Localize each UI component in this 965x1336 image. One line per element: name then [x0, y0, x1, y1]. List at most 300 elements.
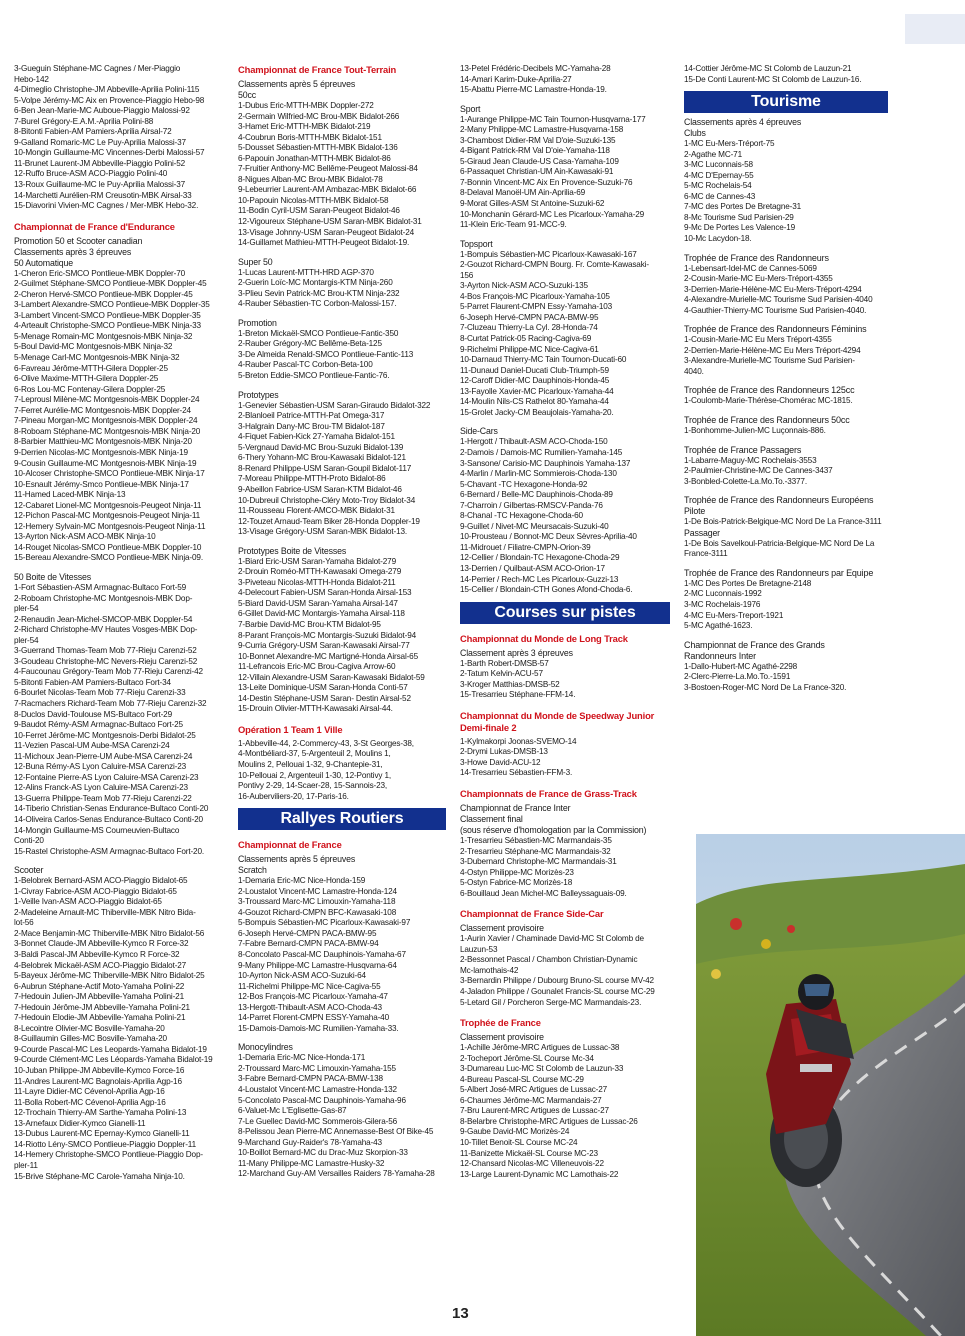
category-label: Prototypes Boite de Vitesses: [238, 545, 347, 556]
result-line: 9-Curria Grégory-USM Saran-Kawasaki Airsal-77: [238, 641, 410, 651]
result-line: 8-Chanal -TC Hexagone-Choda-60: [460, 511, 583, 521]
result-line: 2-Derrien-Marie-Hélène-MC Eu Mers Tréport-4294: [684, 345, 861, 355]
result-line: 10-Bonnet Alexandre-MC Martigné-Honda Airsal-65: [238, 651, 418, 661]
result-line: 10-Juban Philippe-JM Abbeville-Kymco Force-16: [14, 1066, 185, 1076]
result-line: 1-Breton Mickaël-SMCO Pontlieue-Fantic-350: [238, 328, 399, 338]
trophy-heading-text: Trophée de France des Randonneurs 50cc: [684, 415, 850, 426]
trophy-heading-text: Trophée de France des Randonneurs Européens: [684, 495, 874, 506]
result-line: 9-Derrien Nicolas-MC Montgesnois-MBK Ninja-19: [14, 447, 188, 457]
category-label: Scooter: [14, 865, 44, 876]
result-line: 12-Caroff Didier-MC Dauphinois-Honda-45: [460, 376, 610, 386]
result-line: 13-Dubus Laurent-MC Epernay-Kymco Gianelli-11: [14, 1129, 190, 1139]
result-line: 9-Many Philippe-MC Lamastre-Husqvarna-64: [238, 960, 397, 970]
result-line: 156: [460, 270, 474, 280]
trophy-heading: [684, 253, 888, 264]
result-line: 12-Pichon Pascal-MC Montgesnois-Peugeot Ninja-11: [14, 511, 201, 521]
result-line: 15-Rastel Christophe-ASM Armagnac-Bultaco Fort-20.: [14, 846, 204, 856]
result-line: 1-Veille Ivan-ASM ACO-Piaggio Bidalot-65: [14, 897, 162, 907]
results-list: [460, 250, 670, 419]
result-line: 2-Mace Benjamin-MC Thiberville-MBK Nitro Bidalot-56: [14, 928, 205, 938]
result-line: 5-Giraud Jean Claude-US Casa-Yamaha-109: [460, 156, 619, 166]
result-line: 4-Rauber Sébastien-TC Corbon-Malossi-157.: [238, 299, 397, 309]
category-label: Scratch: [238, 865, 267, 876]
result-line: 4-Jaladon Philippe / Gounalet Francis-SL course MC-29: [460, 987, 655, 996]
result-line: 11-Rousseau Florent-AMCO-MBK Bidalot-31: [238, 506, 395, 516]
category-label: 50 Automatique: [14, 257, 74, 268]
result-line: 14-Destin Stéphane-USM Saran- Destin Airsal-52: [238, 693, 411, 703]
result-line: 12-Ruffo Bruce-ASM ACO-Piaggio Polini-40: [14, 169, 168, 179]
result-line: 7-Burel Grégory-E.A.M.-Aprilia Polini-88: [14, 116, 154, 126]
result-line: 6-MC de Cannes-43: [684, 191, 756, 201]
result-line: 5-Parret Flaurent-CMPN Essy-Yamaha-103: [460, 302, 613, 312]
result-line: 13-Roux Guillaume-MC le Puy-Aprilia Malossi-37: [14, 180, 186, 190]
section-title-text: Championnat du Monde de Speedway Junior: [460, 709, 655, 721]
result-line: 9-Morat Gilles-ASM St Antoine-Suzuki-62: [460, 199, 605, 209]
result-line: 7-Racmachers Richard-Team Mob 77-Rieju Carenzi-32: [14, 698, 207, 708]
result-line: 7-Pineau Morgan-MC Montgesnois-MBK Doppler-24: [14, 416, 198, 426]
results-list: [14, 64, 222, 212]
category-label: Pilote: [684, 506, 706, 517]
results-list: [460, 737, 670, 779]
trophy-heading-text: Trophée de France des Randonneurs par Equipe: [684, 567, 874, 578]
category-label: Monocylindres: [238, 1042, 293, 1053]
result-line: 3-Lambert Vincent-SMCO Pontlieue-MBK Doppler-35: [14, 310, 201, 320]
result-line: 10-Mongin Guillaume-MC Vincennes-Derbi Malossi-57: [14, 148, 205, 158]
trophy-heading: [684, 495, 888, 506]
result-line: 6-Olive Maxime-MTTH-Gilera Doppler-25: [14, 374, 159, 384]
result-line: 7-Hedouin Elodie-JM Abbeville-Yamaha Polini-21: [14, 1013, 186, 1023]
result-line: 11-Bodin Cyril-USM Saran-Peugeot Bidalot-46: [238, 206, 400, 216]
result-line: 14-Hemery Christophe-SMCO Pontlieue-Piaggio Dop-: [14, 1150, 203, 1160]
category-label: Classement après 3 épreuves: [460, 647, 573, 658]
result-line: 9-Marchand Guy-Raider's 78-Yamaha-43: [238, 1137, 382, 1147]
result-line: 12-Alins Franck-AS Lyon Caluire-MSA Carenzi-23: [14, 783, 188, 793]
result-line: Lauzun-53: [460, 944, 498, 954]
section-title-text: Opération 1 Team 1 Ville: [238, 723, 343, 735]
result-line: 5-Boul David-MC Montgesnois-MBK Ninja-32: [14, 342, 173, 352]
result-line: 2-Tatum Kelvin-ACU-57: [460, 669, 543, 679]
result-line: 10-Dubreuil Christophe-Cléry Moto-Troy Bidalot-34: [238, 495, 416, 505]
results-list: [460, 836, 670, 899]
result-line: 2-Guilmet Stéphane-SMCO Pontlieue-MBK Doppler-45: [14, 279, 207, 289]
result-line: 14-Tiberio Christian-Senas Endurance-Bultaco Conti-20: [14, 804, 209, 814]
result-line: 6-Gillet David-MC Montargis-Yamaha Airsal-118: [238, 609, 405, 619]
result-line: 15-Damois-Damois-MC Rumilien-Yamaha-33.: [238, 1023, 399, 1033]
result-line: 11-Vezien Pascal-UM Aube-MSA Carenzi-24: [14, 741, 170, 751]
result-line: 4-Arteault Christophe-SMCO Pontlieue-MBK Ninja-33: [14, 321, 201, 331]
result-line: 3-Bonbled-Colette-La.Mo.To.-3377.: [684, 476, 807, 486]
result-line: 1-Bonhomme-Julien-MC Luçonnais-886.: [684, 426, 826, 436]
result-line: 10-Darnaud Thierry-MC Tain Tournon-Ducati-60: [460, 355, 627, 365]
result-line: 3-Bernardin Philippe / Dubourg Bruno-SL course MV-42: [460, 976, 654, 986]
result-line: 4-Loustalot Vincent-MC Lamastre-Honda-132: [238, 1085, 397, 1095]
result-line: 3-Troussard Marc-MC Limouxin-Yamaha-118: [238, 897, 396, 907]
result-line: 14-Riotto Lény-SMCO Pontlieue-Piaggio Doppler-11: [14, 1139, 196, 1149]
result-line: 9-Galland Romaric-MC Le Puy-Aprilia Malossi-37: [14, 137, 186, 147]
result-line: 14-Mongin Guillaume-MS Courneuvien-Bultaco: [14, 825, 180, 835]
result-line: 12-Cellier / Blondain-TC Hexagone-Choda-29: [460, 553, 620, 563]
trophy-heading-text: Trophée de France Passagers: [684, 444, 802, 455]
result-line: 9-Gaube David-MC Morizès-24: [460, 1127, 570, 1137]
result-line: 10-Monchanin Gérard-MC Les Picarloux-Yamaha-29: [460, 209, 645, 219]
result-line: 4-Faucounau Grégory-Team Mob 77-Rieju Carenzi-42: [14, 667, 203, 677]
result-line: 5-Albert José-MRC Artigues de Lussac-27: [460, 1085, 608, 1095]
result-line: pler-54: [14, 635, 39, 645]
result-line: 4-Bigant Patrick-RM Val D'oie-Yamaha-118: [460, 146, 610, 156]
result-line: 4-Belobrek Mickaël-ASM ACO-Piaggio Bidalot-27: [14, 960, 187, 970]
result-line: 7-Hedouin Julien-JM Abbeville-Yamaha Polini-21: [14, 992, 184, 1002]
results-list: [238, 268, 446, 310]
category-label: Super 50: [238, 256, 273, 267]
result-line: 2-Tocheport Jérôme-SL Course Mc-34: [460, 1053, 594, 1063]
result-line: 8-Delaval Manoël-UM Ain-Aprilia-69: [460, 188, 586, 198]
category-label: 50cc: [238, 90, 256, 100]
motorcycle-photo: [696, 834, 965, 1336]
result-line: 2-Damois / Damois-MC Rumilien-Yamaha-145: [460, 447, 623, 457]
result-line: 3-Lambert Alexandre-SMCO Pontlieue-MBK Doppler-35: [14, 300, 210, 310]
section-title: [460, 633, 670, 645]
trophy-heading: [684, 385, 888, 396]
result-line: 12-Touzet Arnaud-Team Biker 28-Honda Doppler-19: [238, 516, 420, 526]
result-line: 10-Papouin Nicolas-MTTH-MBK Bidalot-58: [238, 195, 389, 205]
result-line: 1-Tresarrieu Sébastien-MC Marmandais-35: [460, 835, 612, 845]
result-line: 11-Midrouet / Filiatre-CMPN-Orion-39: [460, 542, 591, 552]
result-line: 13-Guerra Philippe-Team Mob 77-Rieju Carenzi-22: [14, 793, 192, 803]
result-line: 7-Leprousl Milène-MC Montgesnois-MBK Doppler-24: [14, 395, 200, 405]
trophy-heading-text: Trophée de France des Randonneurs 125cc: [684, 385, 855, 396]
result-line: 3-Fabre Bernard-CMPN PACA-BMW-138: [238, 1074, 383, 1084]
result-line: pler-54: [14, 604, 39, 614]
result-line: 2-Clerc-Pierre-La.Mo.To.-1591: [684, 672, 791, 682]
result-line: 8-Duclos David-Toulouse MS-Bultaco Fort-29: [14, 709, 172, 719]
category-label: Clubs: [684, 128, 706, 139]
result-line: 14-Perrier / Rech-MC Les Picarloux-Guzzi-13: [460, 574, 619, 584]
result-line: 1-Labarre-Maguy-MC Rochelais-3553: [684, 455, 817, 465]
result-line: 13-Large Laurent-Dynamic MC Lamothais-22: [460, 1169, 619, 1179]
category-label: Classements après 5 épreuves: [238, 79, 356, 89]
trophy-heading-text: Randonneurs Inter: [684, 650, 756, 661]
result-line: 2-Agathe MC-71: [684, 149, 742, 159]
result-line: 10-Ferret Jérôme-MC Montgesnois-Derbi Bidalot-25: [14, 730, 196, 740]
result-line: 5-Menage Romain-MC Montgesnois-MBK Ninja-32: [14, 331, 193, 341]
result-line: 9-Abeillon Fabrice-USM Saran-KTM Bidalot-46: [238, 484, 402, 494]
result-line: 9-Guillet / Nivet-MC Meursacais-Suzuki-40: [460, 521, 609, 531]
results-list: [238, 329, 446, 382]
result-line: 7-MC des Portes De Bretagne-31: [684, 202, 802, 212]
result-line: 10-Alcoser Christophe-SMCO Pontlieue-MBK Ninja-17: [14, 469, 205, 479]
section-title: [14, 221, 222, 233]
results-list: [238, 876, 446, 1034]
result-line: 2-Tresarrieu Stéphane-MC Marmandais-32: [460, 846, 611, 856]
result-line: 3-Howe David-ACU-12: [460, 757, 541, 767]
category-label: Classement provisoire: [460, 923, 544, 934]
result-line: 14-Rouget Nicolas-SMCO Pontlieue-MBK Doppler-10: [14, 542, 202, 552]
result-line: 3-Chambost Didier-RM Val D'oie-Suzuki-135: [460, 135, 616, 145]
result-line: 3-Goudeau Christophe-MC Nevers-Rieju Carenzi-52: [14, 656, 198, 666]
category-label: Passager: [684, 527, 720, 538]
result-line: 6-Papouin Jonathan-MTTH-MBK Bidalot-86: [238, 153, 391, 163]
result-line: 9-Richelmi Philippe-MC Nice-Cagiva-61: [460, 344, 599, 354]
result-line: 3-Hamet Eric-MTTH-MBK Bidalot-219: [238, 122, 371, 132]
category-label: 50 Boite de Vitesses: [14, 571, 92, 582]
result-line: 12-Marchand Guy-AM Versailles Raiders 78-Yamaha-28: [238, 1169, 435, 1179]
result-line: 4-Fiquet Fabien-Kick 27-Yamaha Bidalot-151: [238, 432, 395, 442]
result-line: 9-Lebeurrier Laurent-AM Ambazac-MBK Bidalot-66: [238, 185, 417, 195]
column-3: [460, 64, 670, 1180]
result-line: 4-Marlin / Marlin-MC Sommierois-Choda-130: [460, 469, 617, 479]
result-line: 1-Civray Fabrice-ASM ACO-Piaggio Bidalot-65: [14, 886, 177, 896]
result-line: 13-Leite Dominique-USM Saran-Honda Conti-57: [238, 683, 408, 693]
result-line: 15-Bereau Alexandre-SMCO Pontlieue-MBK Ninja-09.: [14, 553, 203, 563]
results-list: [14, 269, 222, 564]
section-title: [238, 839, 446, 851]
results-list: [238, 1053, 446, 1180]
result-line: 1-Demaria Eric-MC Nice-Honda-171: [238, 1053, 366, 1063]
result-line: 2-Roboam Christophe-MC Montgesnois-MBK Dop-: [14, 593, 193, 603]
result-line: 5-Concolato Pascal-MC Dauphinois-Yamaha-96: [238, 1095, 406, 1105]
result-line: 3-Dubernard Christophe-MC Marmandais-31: [460, 857, 617, 867]
result-line: 7-Charroin / Gilbertas-RMSCV-Panda-76: [460, 500, 603, 510]
result-line: 4-Coubrun Boris-MTTH-MBK Bidalot-151: [238, 132, 382, 142]
result-line: 11-Klein Eric-Team 91-MCC-9.: [460, 220, 567, 230]
result-line: 8-Belarbre Christophe-MRC Artigues de Lussac-26: [460, 1116, 638, 1126]
result-line: 6-Favreau Jérôme-MTTH-Gilera Doppler-25: [14, 363, 168, 373]
result-line: lot-56: [14, 918, 34, 928]
result-line: 1-Barth Robert-DMSB-57: [460, 658, 549, 668]
result-line: 10-Esnault Jérémy-Smco Pontlieue-MBK Ninja-17: [14, 479, 189, 489]
result-line: 8-Roboam Stéphane-MC Montgesnois-MBK Ninja-20: [14, 426, 201, 436]
results-list: [14, 876, 222, 1182]
result-line: 1-Demaria Eric-MC Nice-Honda-159: [238, 876, 366, 886]
result-line: 2-Renaudin Jean-Michel-SMCOP-MBK Doppler-54: [14, 614, 193, 624]
results-list: [460, 1043, 670, 1180]
result-line: 1-De Bois-Patrick-Belgique-MC Nord De La France-3111: [684, 517, 882, 527]
section-title: [238, 724, 446, 736]
result-line: 10-Tillet Benoit-SL Course MC-24: [460, 1138, 578, 1148]
result-line: 12-Villain Alexandre-USM Saran-Kawasaki Bidalot-59: [238, 672, 425, 682]
result-line: 6-Ros Lou-MC Fontenay-Gilera Doppler-25: [14, 384, 166, 394]
section-title-text: Trophée de France: [460, 1017, 541, 1029]
result-line: 4-MC D'Epernay-55: [684, 170, 754, 180]
result-line: 7-Hedouin Jérôme-JM Abbeville-Yamaha Polini-21: [14, 1002, 190, 1012]
top-margin: [0, 0, 965, 60]
section-title-text: Championnat du Monde de Long Track: [460, 632, 628, 644]
result-line: 1-Bompuis Sébastien-MC Picarloux-Kawasaki-167: [460, 249, 637, 259]
category-label: Classements après 3 épreuves: [14, 246, 132, 257]
result-line: 1-MC Des Portes De Bretagne-2148: [684, 578, 812, 588]
result-line: 6-Thery Yohann-MC Brou-Kawasaki Bidalot-121: [238, 453, 406, 463]
result-line: 3-Gueguin Stéphane-MC Cagnes / Mer-Piaggio: [14, 64, 181, 73]
result-line: 13-Arnefaux Didier-Kymco Gianelli-11: [14, 1118, 146, 1128]
result-line: 15-Grolet Jacky-CM Beaujolais-Yamaha-20.: [460, 407, 614, 417]
result-line: 2-Blanloeil Patrice-MTTH-Pat Omega-317: [238, 411, 385, 421]
result-line: 8-Curtat Patrick-05 Racing-Cagiva-69: [460, 334, 592, 344]
result-line: 1-MC Eu-Mers-Tréport-75: [684, 139, 775, 149]
result-line: 3-Guerrand Thomas-Team Mob 77-Rieju Carenzi-52: [14, 646, 197, 656]
result-line: Moulins 2, Pellouai 1-32, 9-Chantepie-31,: [238, 759, 383, 769]
result-line: 2-Many Philippe-MC Lamastre-Husqvarna-158: [460, 125, 624, 135]
result-line: 8-Bitonti Fabien-AM Pamiers-Aprilia Airsal-72: [14, 127, 172, 137]
results-list: [684, 662, 888, 694]
result-line: 6-Joseph Hervé-CMPN PACA-BMW-95: [460, 312, 599, 322]
result-line: 1-Genevier Sébastien-USM Saran-Giraudo Bidalot-322: [238, 400, 431, 410]
result-line: Mc-lamothais-42: [460, 965, 519, 975]
result-line: 12-Cabaret Lionel-MC Montgesnois-Peugeot Ninja-11: [14, 500, 202, 510]
category-label: Side-Cars: [460, 426, 498, 437]
section-title-text: Championnat de France Tout-Terrain: [238, 64, 397, 75]
result-line: 13-Petel Frédéric-Decibels MC-Yamaha-28: [460, 64, 611, 73]
category-label: Classement provisoire: [460, 1032, 544, 1043]
result-line: 9-Baudot Rémy-ASM Armagnac-Bultaco Fort-25: [14, 720, 183, 730]
result-line: 8-Lecointre Olivier-MC Bosville-Yamaha-20: [14, 1023, 165, 1033]
result-line: 7-Barbie David-MC Brou-KTM Bidalot-95: [238, 619, 381, 629]
column-2: [238, 64, 446, 1180]
result-line: 4-Alexandre-Murielle-MC Tourisme Sud Parisien-4040: [684, 295, 873, 305]
result-line: 12-Hemery Sylvain-MC Montgesnois-Peugeot Ninja-11: [14, 521, 206, 531]
result-line: 2-Drymi Lukas-DMSB-13: [460, 747, 548, 757]
result-line: 5-Chavant -TC Hexagone-Honda-92: [460, 479, 588, 489]
result-line: 11-Andres Laurent-MC Bagnolais-Aprilia Agp-16: [14, 1076, 182, 1086]
result-line: 7-Fabre Bernard-CMPN PACA-BMW-94: [238, 939, 379, 949]
result-line: 1-De Bois Savelkoul-Patricia-Belgique-MC Nord De La: [684, 538, 875, 548]
section-banner: Courses sur pistes: [460, 602, 670, 624]
result-line: 2-Drouin Roméo-MTTH-Kawasaki Omega-279: [238, 567, 402, 577]
result-line: 10-Ayrton Nick-ASM ACO-Suzuki-64: [238, 971, 366, 981]
category-label: Promotion 50 et Scooter canadian: [14, 235, 143, 246]
result-line: 5-Breton Eddie-SMCO Pontlieue-Fantic-76.: [238, 371, 390, 381]
result-line: 2-Bessonnet Pascal / Chambon Christian-Dynamic: [460, 955, 638, 965]
result-line: 15-Drouin Olivier-MTTH-Kawasaki Airsal-44.: [238, 704, 393, 714]
result-line: 5-Ostyn Fabrice-MC Morizès-18: [460, 878, 573, 888]
result-line: 3-Ayrton Nick-ASM ACO-Suzuki-135: [460, 281, 588, 291]
result-line: 1-Coulomb-Marie-Thérèse-Chomérac MC-1815.: [684, 396, 853, 406]
result-line: 3-Dumareau Luc-MC St Colomb de Lauzun-33: [460, 1064, 624, 1074]
result-line: 12-Fontaine Pierre-AS Lyon Caluire-MSA Carenzi-23: [14, 772, 199, 782]
result-line: 5-MC Agathé-1623.: [684, 621, 753, 631]
section-title: [460, 710, 670, 734]
trophy-heading-text: Trophée de France des Randonneurs Féminins: [684, 324, 867, 335]
result-line: 6-Bernard / Belle-MC Dauphinois-Choda-89: [460, 490, 613, 500]
result-line: 14-Parret Florent-CMPN ESSY-Yamaha-40: [238, 1013, 389, 1023]
result-line: 6-Ben Jean-Marie-MC Auboue-Piaggio Malossi-92: [14, 106, 190, 116]
result-line: 16-Auberviliers-20, 17-Paris-16.: [238, 791, 349, 801]
result-line: 7-Moreau Philippe-MTTH-Proto Bidalot-86: [238, 474, 386, 484]
result-line: 1-Lucas Laurent-MTTH-HRD AGP-370: [238, 267, 374, 277]
result-line: 3-Piveteau Nicolas-MTTH-Honda Bidalot-211: [238, 577, 396, 587]
trophy-heading-text: Championnat de France des Grands: [684, 639, 825, 650]
results-list: [684, 517, 888, 528]
result-line: 1-Abbeville-44, 2-Commercy-43, 3-St Georges-38,: [238, 738, 414, 748]
result-line: 8-Parant François-MC Montargis-Suzuki Bidalot-94: [238, 630, 416, 640]
results-list: [684, 139, 888, 244]
section-title: [460, 908, 670, 920]
result-line: Conti-20: [14, 836, 44, 846]
category-label: Classement final: [460, 813, 523, 824]
result-line: 2-Gouzot Richard-CMPN Bourg. Fr. Comte-Kawasaki-: [460, 260, 649, 270]
result-line: 4-Ostyn Philippe-MC Morizès-23: [460, 867, 574, 877]
result-line: 2-Paulmier-Christine-MC De Cannes-3437: [684, 466, 833, 476]
section-title-text: Championnat de France d'Endurance: [14, 220, 175, 232]
result-line: 1-Aurin Xavier / Chaminade David-MC St Colomb de: [460, 934, 644, 944]
result-line: 5-Letard Gil / Porcheron Serge-MC Marmandais-23.: [460, 997, 642, 1007]
result-line: 12-Chansard Nicolas-MC Villeneuvois-22: [460, 1159, 604, 1169]
result-line: 5-Menage Carl-MC Montgesnois-MBK Ninja-32: [14, 353, 180, 363]
result-line: 2-Germain Wilfried-MC Brou-MBK Bidalot-266: [238, 111, 400, 121]
result-line: 4-Montbéliard-37, 5-Argenteuil 2, Moulins 1,: [238, 749, 391, 759]
result-line: 6-Bourlet Nicolas-Team Mob 77-Rieju Carenzi-33: [14, 688, 186, 698]
trophy-heading: [684, 445, 888, 456]
result-line: 5-MC Rochelais-54: [684, 181, 752, 191]
section-title: [460, 1017, 670, 1029]
result-line: 11-Brunet Laurent-JM Abbeville-Piaggio Polini-52: [14, 158, 186, 168]
results-list: [238, 401, 446, 538]
result-line: 7-Bru Laurent-MRC Artigues de Lussac-27: [460, 1106, 609, 1116]
result-line: 12-Trochain Thierry-AM Sarthe-Yamaha Polini-13: [14, 1108, 187, 1118]
section-title-text: Championnat de France: [238, 839, 342, 851]
trophy-heading-text: Trophée de France des Randonneurs: [684, 252, 829, 263]
results-list: [14, 583, 222, 857]
result-line: 15-Tresarrieu Stéphane-FFM-14.: [460, 690, 576, 700]
result-line: 12-Vigoureux Stéphane-USM Saran-MBK Bidalot-31: [238, 217, 422, 227]
result-line: 8-Barbier Matthieu-MC Montgesnois-MBK Ninja-20: [14, 437, 192, 447]
trophy-heading: [684, 324, 888, 335]
results-list: [684, 426, 888, 437]
results-list: [460, 115, 670, 231]
result-line: 4-Bos François-MC Picarloux-Yamaha-105: [460, 291, 610, 301]
result-line: Hebo-142: [14, 74, 49, 84]
result-line: 3-Bonnet Claude-JM Abbeville-Kymco R Force-32: [14, 939, 189, 949]
result-line: 7-Cluzeau Thierry-La Cyl. 28-Honda-74: [460, 323, 598, 333]
result-line: 4040.: [684, 366, 704, 376]
result-line: 15-Abattu Pierre-MC Lamastre-Honda-19.: [460, 85, 607, 95]
result-line: 4-Delecourt Fabien-USM Saran-Honda Airsal-153: [238, 588, 412, 598]
results-list: [238, 557, 446, 715]
result-line: 13-Ayrton Nick-ASM ACO-MBK Ninja-10: [14, 532, 156, 542]
result-line: 8-Nigues Alban-MC Brou-MBK Bidalot-78: [238, 174, 383, 184]
result-line: 14-Marchetti Aurélien-RM Creusotin-MBK Airsal-33: [14, 190, 192, 200]
result-line: 10-Mc Lacydon-18.: [684, 234, 752, 244]
result-line: 9-Cousin Guillaume-MC Montgesnois-MBK Ninja-19: [14, 458, 197, 468]
result-line: 1-Aurange Philippe-MC Tain Tournon-Husqvarna-177: [460, 114, 646, 124]
result-line: 5-Dousset Sébastien-MTTH-MBK Bidalot-136: [238, 143, 398, 153]
result-line: 11-Richelmi Philippe-MC Nice-Cagiva-55: [238, 981, 381, 991]
results-list: [238, 101, 446, 249]
result-line: 10-Boillot Bernard-MC du Drac-Muz Skorpion-33: [238, 1148, 408, 1158]
result-line: 6-Joseph Hervé-CMPN PACA-BMW-95: [238, 928, 377, 938]
category-label: Sport: [460, 103, 481, 114]
result-line: 3-Sansone/ Carisio-MC Dauphinois Yamaha-137: [460, 458, 631, 468]
result-line: 3-MC Luconnais-58: [684, 160, 753, 170]
result-line: 2-Cousin-Marie-MC Eu-Mers-Tréport-4355: [684, 274, 833, 284]
result-line: 1-Belobrek Bernard-ASM ACO-Piaggio Bidalot-65: [14, 876, 188, 886]
result-line: 14-Amari Karim-Duke-Aprilia-27: [460, 74, 572, 84]
column-1: [14, 64, 222, 1182]
result-line: 3-De Almeida Renald-SMCO Pontlieue-Fantic-113: [238, 349, 414, 359]
result-line: 8-Guillaumin Gilles-MC Bosville-Yamaha-20: [14, 1034, 167, 1044]
results-list: [684, 456, 888, 488]
result-line: 1-Cousin-Marie-MC Eu Mers Tréport-4355: [684, 335, 832, 345]
result-line: 1-Dubus Eric-MTTH-MBK Doppler-272: [238, 101, 374, 110]
section-title: [460, 788, 670, 800]
result-line: 15-Cellier / Blondain-CTH Gones Afond-Choda-6.: [460, 585, 633, 595]
result-line: 2-MC Luconnais-1992: [684, 589, 762, 599]
category-label: Promotion: [238, 317, 277, 328]
result-line: 5-Volpe Jérémy-MC Aix en Provence-Piaggio Hebo-98: [14, 95, 205, 105]
result-line: 5-Bitonti Fabien-AM Pamiers-Bultaco Fort-34: [14, 677, 171, 687]
result-line: 9-Courde Clément-MC Les Léopards-Yamaha Bidalot-19: [14, 1055, 213, 1065]
result-line: 3-Bostoen-Roger-MC Nord De La France-320.: [684, 682, 847, 692]
result-line: 1-Kylmakorpi Joonas-SVEMO-14: [460, 736, 577, 746]
